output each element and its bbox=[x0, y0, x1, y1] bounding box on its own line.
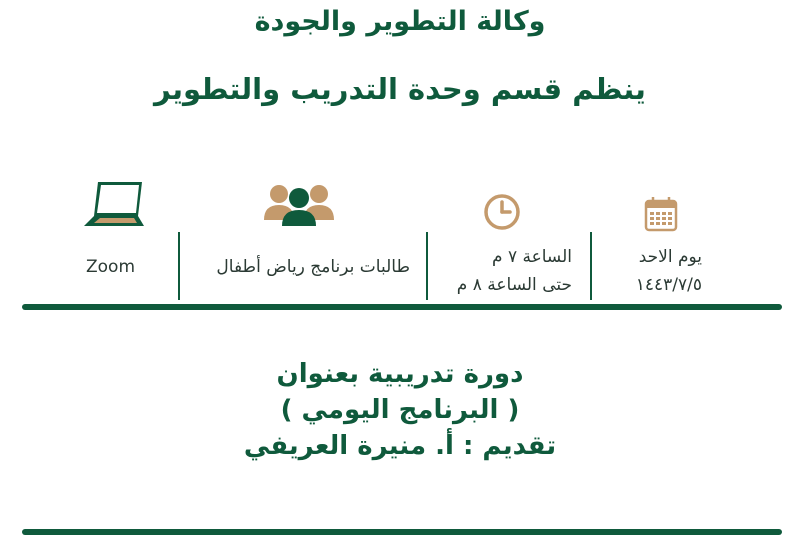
audience-text: طالبات برنامج رياض أطفال bbox=[216, 257, 410, 277]
organizer-title: ينظم قسم وحدة التدريب والتطوير bbox=[154, 72, 646, 106]
time-cell bbox=[428, 178, 590, 302]
time-to-text: حتى الساعة ٨ م bbox=[456, 275, 572, 295]
event-info-row bbox=[22, 178, 782, 308]
presenter: تقديم : أ. منيرة العريفي bbox=[243, 431, 557, 461]
time-from-text: الساعة ٧ م bbox=[492, 247, 572, 267]
people-group-icon bbox=[264, 182, 334, 232]
laptop-icon bbox=[80, 178, 150, 234]
agency-title: وكالة التطوير والجودة bbox=[254, 6, 546, 37]
bottom-rule bbox=[22, 529, 782, 535]
date-cell bbox=[592, 178, 782, 302]
clock-icon bbox=[482, 192, 522, 236]
platform-text: Zoom bbox=[86, 257, 136, 277]
platform-cell bbox=[22, 178, 178, 302]
top-rule bbox=[22, 304, 782, 310]
calendar-icon bbox=[644, 196, 678, 236]
day-text: يوم الاحد bbox=[638, 247, 702, 267]
course-title: ( البرنامج اليومي ) bbox=[280, 395, 520, 425]
audience-cell bbox=[180, 178, 426, 302]
course-line-1: دورة تدريبية بعنوان bbox=[276, 359, 524, 389]
date-text: ١٤٤٣/٧/٥ bbox=[635, 275, 702, 295]
course-block bbox=[0, 356, 800, 464]
